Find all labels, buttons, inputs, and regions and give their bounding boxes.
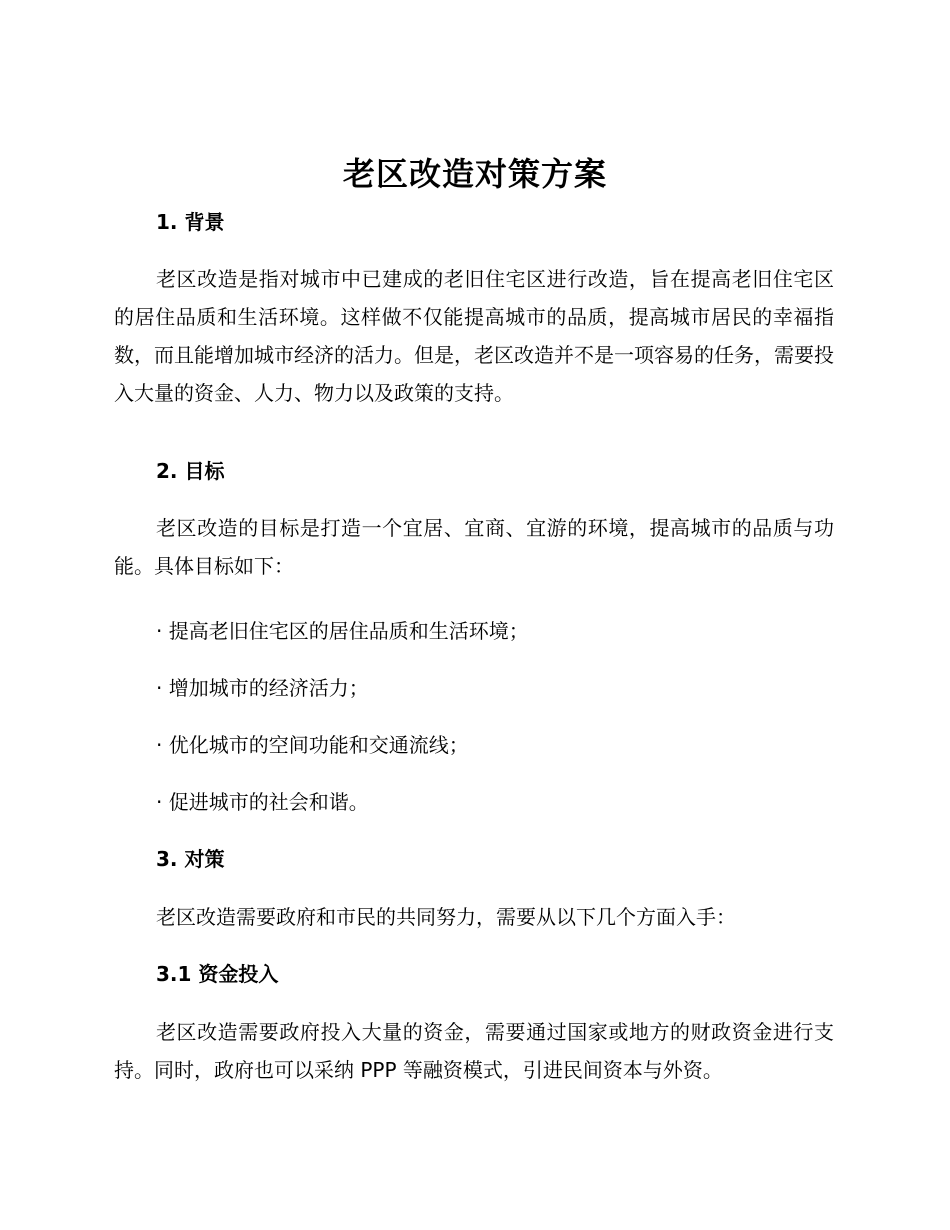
section-heading-goals: 2. 目标 bbox=[156, 459, 225, 483]
bullet-item: · 提高老旧住宅区的居住品质和生活环境； bbox=[156, 619, 529, 643]
bullet-item: · 增加城市的经济活力； bbox=[156, 676, 369, 700]
bullet-item: · 优化城市的空间功能和交通流线； bbox=[156, 733, 469, 757]
section-heading-measures: 3. 对策 bbox=[156, 847, 225, 871]
paragraph-goals: 老区改造的目标是打造一个宜居、宜商、宜游的环境，提高城市的品质与功能。具体目标如下： bbox=[114, 516, 834, 578]
paragraph-measures-intro: 老区改造需要政府和市民的共同努力，需要从以下几个方面入手： bbox=[156, 905, 736, 929]
paragraph-funding: 老区改造需要政府投入大量的资金，需要通过国家或地方的财政资金进行支持。同时，政府也可以采纳 PPP 等融资模式，引进民间资本与外资。 bbox=[114, 1020, 834, 1082]
document-title: 老区改造对策方案 bbox=[342, 155, 607, 193]
section-heading-background: 1. 背景 bbox=[156, 210, 225, 234]
bullet-item: · 促进城市的社会和谐。 bbox=[156, 790, 369, 814]
paragraph-background: 老区改造是指对城市中已建成的老旧住宅区进行改造，旨在提高老旧住宅区的居住品质和生活环境。这样做不仅能提高城市的品质，提高城市居民的幸福指数，而且能增加城市经济的活力。但是，老区改造并不是一项容易的任务，需要投入大量的资金、人力、物力以及政策的支持。 bbox=[114, 267, 834, 405]
section-heading-funding: 3.1 资金投入 bbox=[156, 962, 279, 986]
